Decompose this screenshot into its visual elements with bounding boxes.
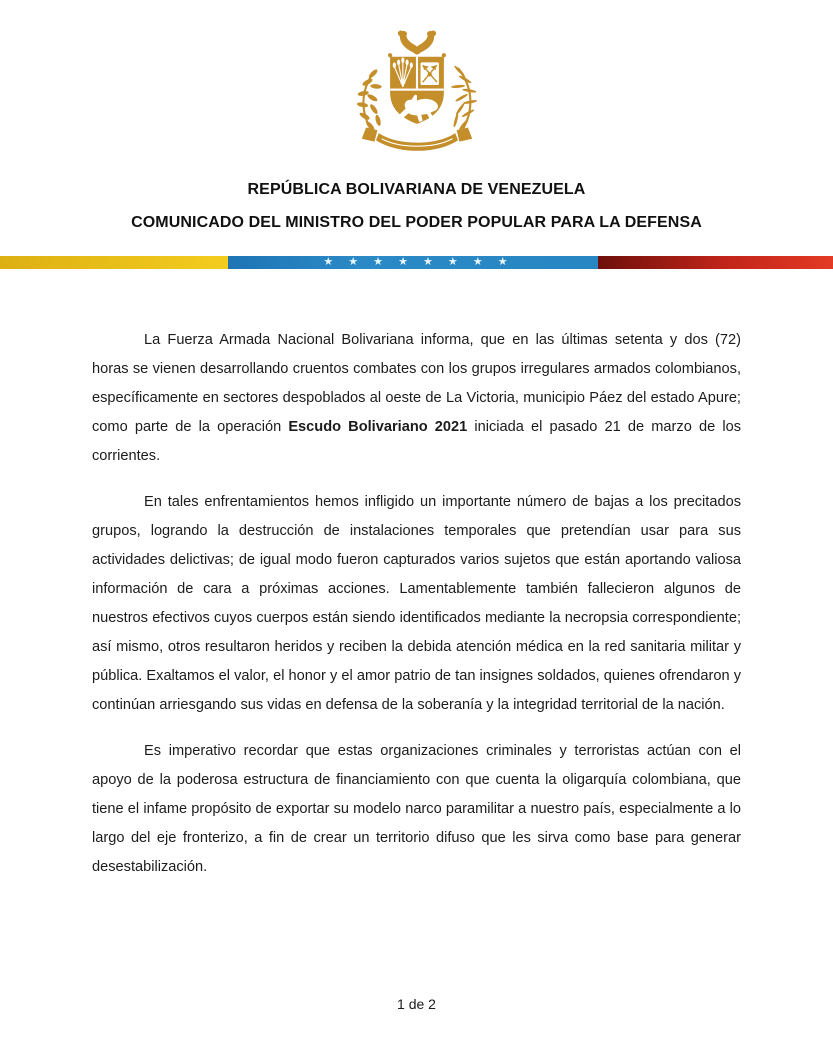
paragraph bbox=[92, 737, 741, 882]
emblem-container bbox=[0, 27, 833, 160]
text-run: La Fuerza Armada Nacional Bolivariana informa, que en las últimas setenta y dos (72) horas se vienen desarrollando cruentos combates con los grupos irregulares armados colombianos, específicamente en sectores despoblados al oeste de La Victoria, municipio Páez del estado Apure; como parte de la operación bbox=[92, 332, 741, 435]
title-communique: COMUNICADO DEL MINISTRO DEL PODER POPULAR PARA LA DEFENSA bbox=[131, 214, 702, 231]
bold-text-run: Escudo Bolivariano 2021 bbox=[288, 419, 468, 435]
venezuela-coat-of-arms-icon bbox=[346, 27, 488, 160]
flag-red-segment bbox=[598, 256, 833, 269]
page-number: 1 de 2 bbox=[397, 996, 436, 1012]
title-republic: REPÚBLICA BOLIVARIANA DE VENEZUELA bbox=[247, 181, 586, 198]
document-body bbox=[92, 326, 741, 882]
paragraph bbox=[92, 488, 741, 720]
flag-divider bbox=[0, 256, 833, 269]
text-run: Es imperativo recordar que estas organizaciones criminales y terroristas actúan con el apoyo de la poderosa estructura de financiamiento con que cuenta la oligarquía colombiana, que tiene el infame propósito de exportar su modelo narco paramilitar a nuestro país, especialmente a lo largo del eje fronterizo, a fin de crear un territorio difuso que les sirva como base para generar desestabilización. bbox=[92, 743, 741, 875]
text-run: iniciada el pasado 21 de marzo de los corrientes. bbox=[92, 419, 741, 464]
flag-stars: ★ ★ ★ ★ ★ ★ ★ ★ bbox=[323, 256, 510, 268]
paragraph bbox=[92, 326, 741, 471]
text-run: En tales enfrentamientos hemos infligido un importante número de bajas a los precitados grupos, logrando la destrucción de instalaciones temporales que pretendían usar para sus actividades delictivas; de igual modo fueron capturados varios sujetos que están aportando valiosa información de cara a próximas acciones. Lamentablemente también fallecieron algunos de nuestros efectivos cuyos cuerpos están siendo identificados mediante la necropsia correspondiente; así mismo, otros resultaron heridos y reciben la debida atención médica en la red sanitaria militar y pública. Exaltamos el valor, el honor y el amor patrio de tan insignes soldados, quienes ofrendaron y continúan arriesgando sus vidas en defensa de la soberanía y la integridad territorial de la nación. bbox=[92, 494, 741, 713]
document-header bbox=[0, 173, 833, 239]
flag-yellow-segment bbox=[0, 256, 228, 269]
flag-blue-segment bbox=[228, 256, 598, 269]
